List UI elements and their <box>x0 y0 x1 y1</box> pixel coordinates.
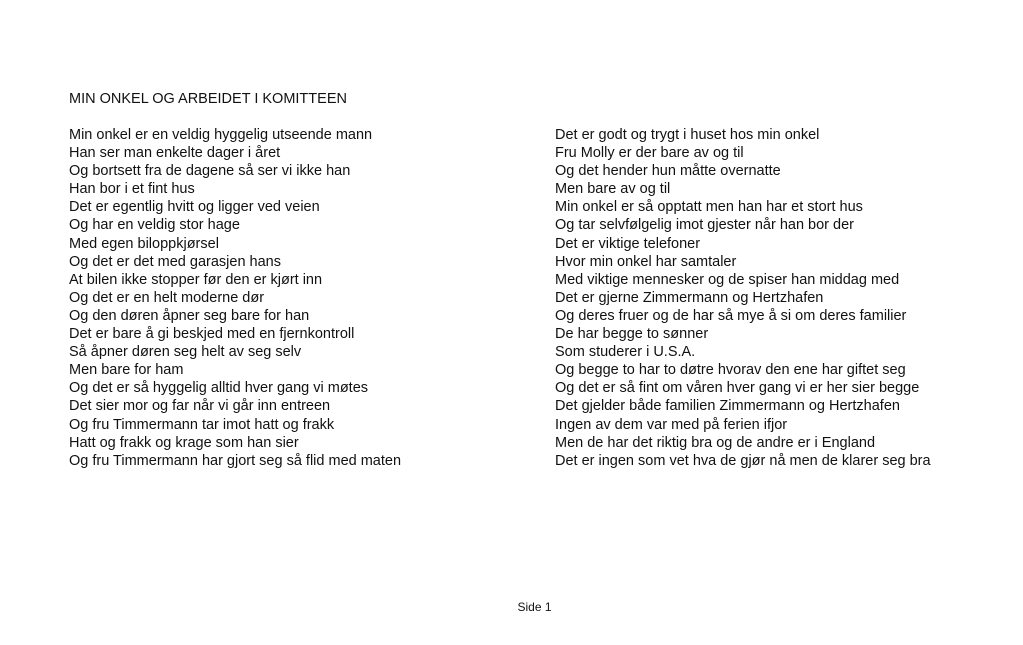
text-line: Han ser man enkelte dager i året <box>69 145 281 162</box>
text-line: Og tar selvfølgelig imot gjester når han bor der <box>555 217 854 234</box>
text-line: Og har en veldig stor hage <box>69 217 240 234</box>
text-line: Hvor min onkel har samtaler <box>555 253 737 270</box>
text-line: Det gjelder både familien Zimmermann og Hertzhafen <box>555 398 900 415</box>
text-line: Hatt og frakk og krage som han sier <box>69 434 299 451</box>
left-column <box>69 126 401 470</box>
text-line: Og fru Timmermann har gjort seg så flid med maten <box>69 452 402 469</box>
text-line: Men de har det riktig bra og de andre er i England <box>555 434 876 451</box>
text-line: At bilen ikke stopper før den er kjørt inn <box>69 271 323 288</box>
text-line: Og det er så fint om våren hver gang vi er her sier begge <box>555 380 920 397</box>
text-line: Og bortsett fra de dagene så ser vi ikke han <box>69 163 351 180</box>
text-line: Det er egentlig hvitt og ligger ved veien <box>69 199 320 216</box>
text-line: Men bare for ham <box>69 362 184 379</box>
text-line: Og deres fruer og de har så mye å si om deres familier <box>555 307 907 324</box>
text-line: Og det er så hyggelig alltid hver gang vi møtes <box>69 380 369 397</box>
text-line: Og det er det med garasjen hans <box>69 253 281 270</box>
text-line: Men bare av og til <box>555 181 671 198</box>
text-line: Og det hender hun måtte overnatte <box>555 163 781 180</box>
text-line: Med egen biloppkjørsel <box>69 235 219 252</box>
text-line: Som studerer i U.S.A. <box>555 344 696 361</box>
text-line: Det er godt og trygt i huset hos min onkel <box>555 127 820 143</box>
text-line: Og den døren åpner seg bare for han <box>69 307 310 324</box>
text-line: Og fru Timmermann tar imot hatt og frakk <box>69 416 335 433</box>
text-line: Og begge to har to døtre hvorav den ene har giftet seg <box>555 362 906 379</box>
text-line: Det er bare å gi beskjed med en fjernkontroll <box>69 326 355 343</box>
text-line: Så åpner døren seg helt av seg selv <box>69 344 302 361</box>
text-line: Og det er en helt moderne dør <box>69 289 265 306</box>
text-line: Min onkel er så opptatt men han har et stort hus <box>555 199 863 216</box>
text-line: Det er viktige telefoner <box>555 235 701 252</box>
text-line: Det er ingen som vet hva de gjør nå men de klarer seg bra <box>555 452 931 469</box>
text-line: Han bor i et fint hus <box>69 181 195 198</box>
right-column <box>555 126 931 470</box>
text-line: Det er gjerne Zimmermann og Hertzhafen <box>555 289 824 306</box>
page-title: MIN ONKEL OG ARBEIDET I KOMITTEEN <box>69 91 347 107</box>
text-line: De har begge to sønner <box>555 326 709 343</box>
page-number: Side 1 <box>517 600 552 614</box>
text-line: Min onkel er en veldig hyggelig utseende mann <box>69 127 373 143</box>
text-line: Med viktige mennesker og de spiser han middag med <box>555 271 900 288</box>
text-line: Ingen av dem var med på ferien ifjor <box>555 416 788 433</box>
text-line: Fru Molly er der bare av og til <box>555 145 744 162</box>
text-line: Det sier mor og far når vi går inn entreen <box>69 398 331 415</box>
